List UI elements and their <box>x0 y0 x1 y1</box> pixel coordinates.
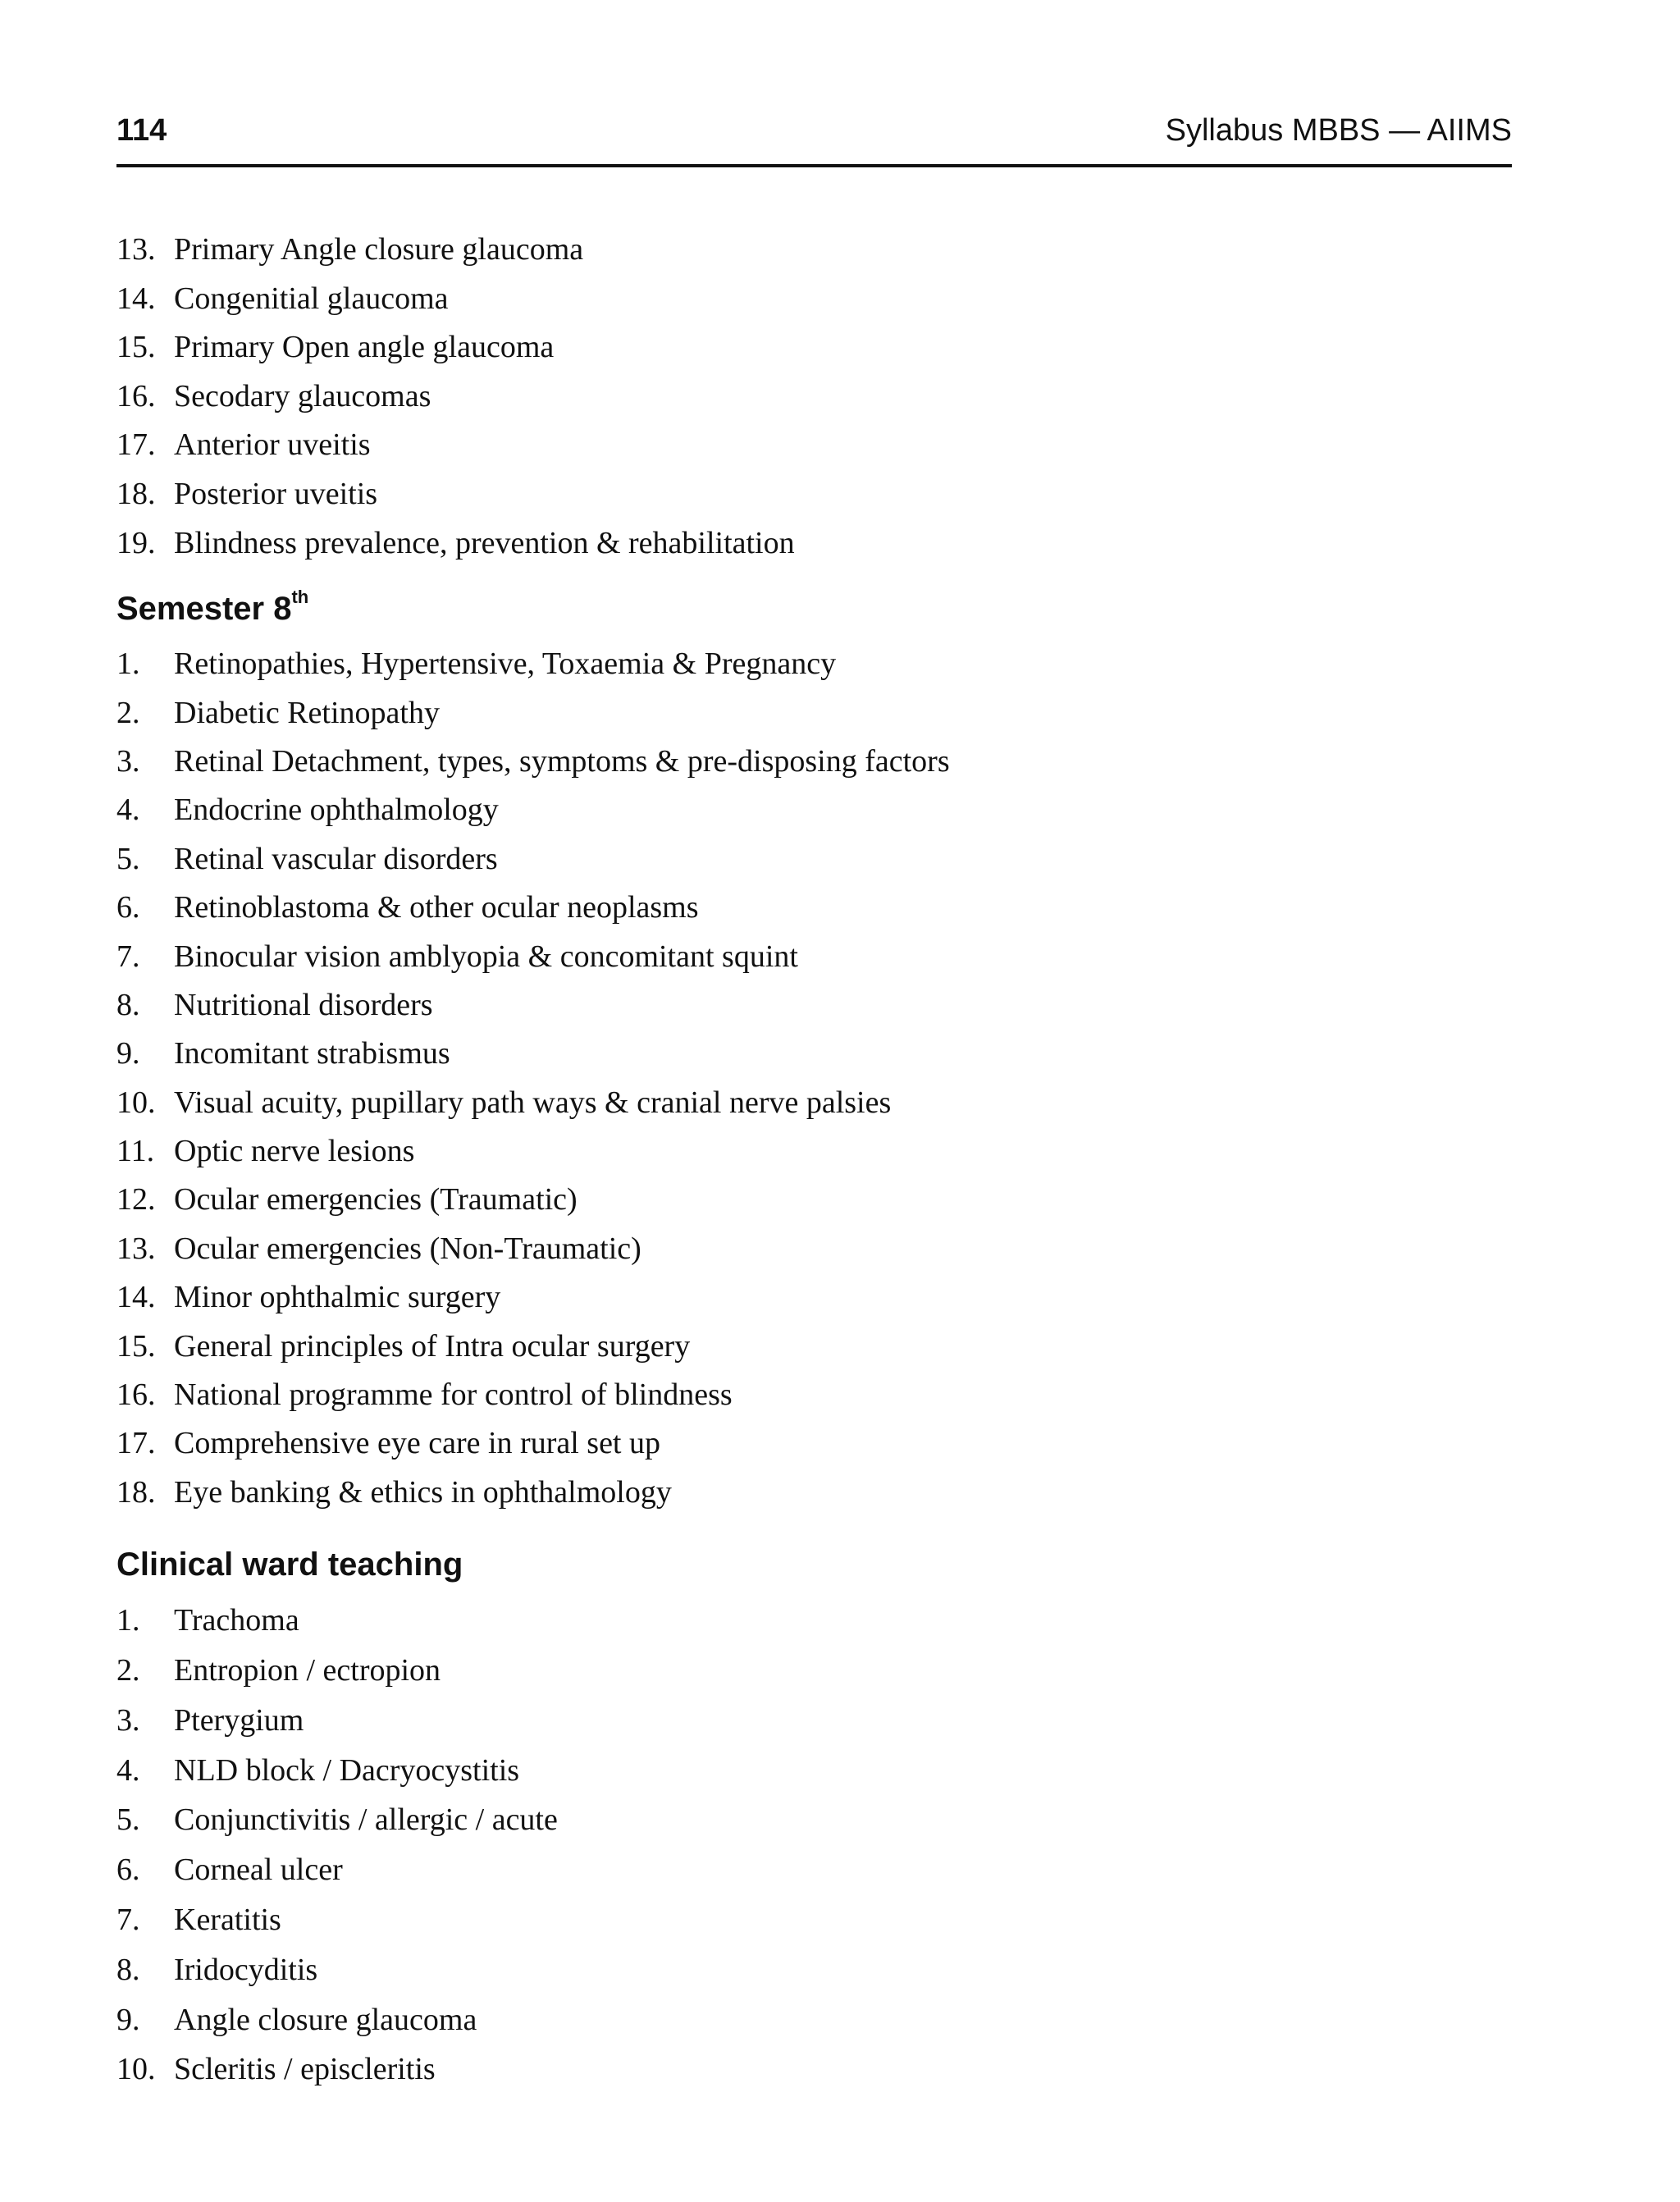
section-heading-semester <box>116 587 1512 628</box>
item-number: 17. <box>116 427 156 463</box>
item-number: 2. <box>116 1652 140 1688</box>
list-item <box>116 1746 1512 1796</box>
item-text: Binocular vision amblyopia & concomitant squint <box>174 939 798 974</box>
item-text: Nutritional disorders <box>174 987 433 1022</box>
item-number: 4. <box>116 1752 140 1788</box>
list-item <box>116 1696 1512 1746</box>
item-number: 19. <box>116 525 156 560</box>
list-item <box>116 372 1512 422</box>
item-number: 15. <box>116 330 156 365</box>
list-item <box>116 786 1512 834</box>
list-item <box>116 275 1512 324</box>
page-number: 114 <box>116 113 167 148</box>
item-text: Endocrine ophthalmology <box>174 793 499 828</box>
item-number: 9. <box>116 1036 140 1071</box>
list-item <box>116 1371 1512 1419</box>
list-item <box>116 1795 1512 1845</box>
list-item <box>116 1176 1512 1224</box>
list-item <box>116 933 1512 981</box>
list-item <box>116 689 1512 738</box>
section-heading-clinical: Clinical ward teaching <box>116 1546 463 1583</box>
item-text: Optic nerve lesions <box>174 1134 415 1169</box>
list-item <box>116 2044 1512 2095</box>
item-text: Secodary glaucomas <box>174 378 431 413</box>
item-number: 3. <box>116 1702 140 1738</box>
item-text: Congenitial glaucoma <box>174 281 449 316</box>
list-item <box>116 1030 1512 1078</box>
item-text: Retinal Detachment, types, symptoms & pre-disposing factors <box>174 743 950 779</box>
page-header <box>116 107 1512 167</box>
list-item <box>116 1273 1512 1322</box>
page-content <box>116 226 1512 2095</box>
item-number: 14. <box>116 281 156 316</box>
item-number: 6. <box>116 1853 140 1888</box>
list-item <box>116 1945 1512 1995</box>
item-number: 10. <box>116 2052 156 2087</box>
item-number: 17. <box>116 1426 156 1461</box>
list-item <box>116 1079 1512 1127</box>
list-item <box>116 1995 1512 2045</box>
list-item <box>116 1646 1512 1696</box>
item-number: 15. <box>116 1328 156 1364</box>
semester-heading-superscript: th <box>291 587 309 608</box>
item-text: Angle closure glaucoma <box>174 2002 477 2037</box>
continued-topic-list <box>116 226 1512 568</box>
list-item <box>116 470 1512 519</box>
item-text: Primary Open angle glaucoma <box>174 330 555 365</box>
list-item <box>116 981 1512 1030</box>
item-number: 18. <box>116 476 156 511</box>
item-number: 13. <box>116 1231 156 1266</box>
list-item <box>116 640 1512 688</box>
item-number: 9. <box>116 2002 140 2037</box>
item-number: 16. <box>116 1377 156 1413</box>
item-number: 11. <box>116 1134 155 1169</box>
item-text: Entropion / ectropion <box>174 1652 441 1688</box>
item-text: Primary Angle closure glaucoma <box>174 232 584 267</box>
item-text: Ocular emergencies (Non-Traumatic) <box>174 1231 641 1266</box>
item-text: Trachoma <box>174 1603 299 1638</box>
item-text: Anterior uveitis <box>174 427 371 463</box>
list-item <box>116 835 1512 884</box>
item-text: Incomitant strabismus <box>174 1036 450 1071</box>
item-number: 13. <box>116 232 156 267</box>
item-text: Retinopathies, Hypertensive, Toxaemia & Pregnancy <box>174 646 837 682</box>
item-text: Diabetic Retinopathy <box>174 695 440 730</box>
item-text: Iridocyditis <box>174 1952 318 1987</box>
list-item <box>116 1323 1512 1371</box>
item-number: 5. <box>116 841 140 876</box>
item-text: Conjunctivitis / allergic / acute <box>174 1802 558 1838</box>
semester-heading-text: Semester 8 <box>116 591 292 628</box>
item-text: Comprehensive eye care in rural set up <box>174 1426 660 1461</box>
semester-topic-list <box>116 640 1512 1517</box>
item-text: Minor ophthalmic surgery <box>174 1280 501 1315</box>
list-item <box>116 323 1512 372</box>
item-number: 10. <box>116 1085 156 1120</box>
item-text: Pterygium <box>174 1702 304 1738</box>
item-number: 16. <box>116 378 156 413</box>
list-item <box>116 1596 1512 1646</box>
item-number: 18. <box>116 1474 156 1510</box>
item-number: 7. <box>116 1902 140 1937</box>
item-number: 8. <box>116 987 140 1022</box>
item-text: NLD block / Dacryocystitis <box>174 1752 520 1788</box>
item-text: Eye banking & ethics in ophthalmology <box>174 1474 672 1510</box>
list-item <box>116 1845 1512 1895</box>
item-text: Retinoblastoma & other ocular neoplasms <box>174 890 699 925</box>
list-item <box>116 1469 1512 1517</box>
item-number: 1. <box>116 646 140 682</box>
item-text: Visual acuity, pupillary path ways & cranial nerve palsies <box>174 1085 892 1120</box>
list-item <box>116 1225 1512 1273</box>
clinical-topic-list <box>116 1596 1512 2095</box>
item-number: 2. <box>116 695 140 730</box>
item-number: 6. <box>116 890 140 925</box>
list-item <box>116 226 1512 275</box>
item-number: 1. <box>116 1603 140 1638</box>
item-text: Retinal vascular disorders <box>174 841 498 876</box>
item-text: Scleritis / episcleritis <box>174 2052 436 2087</box>
item-number: 12. <box>116 1182 156 1217</box>
list-item <box>116 421 1512 470</box>
item-number: 8. <box>116 1952 140 1987</box>
item-text: Ocular emergencies (Traumatic) <box>174 1182 578 1217</box>
item-text: General principles of Intra ocular surgery <box>174 1328 691 1364</box>
running-head: Syllabus MBBS — AIIMS <box>1165 113 1512 148</box>
item-number: 14. <box>116 1280 156 1315</box>
list-item <box>116 738 1512 786</box>
list-item <box>116 884 1512 932</box>
item-number: 4. <box>116 793 140 828</box>
list-item <box>116 1895 1512 1945</box>
item-number: 5. <box>116 1802 140 1838</box>
item-text: Corneal ulcer <box>174 1853 343 1888</box>
item-text: Posterior uveitis <box>174 476 378 511</box>
item-text: Blindness prevalence, prevention & rehabilitation <box>174 525 795 560</box>
item-number: 3. <box>116 743 140 779</box>
list-item <box>116 1127 1512 1176</box>
item-number: 7. <box>116 939 140 974</box>
item-text: National programme for control of blindness <box>174 1377 733 1413</box>
list-item <box>116 519 1512 569</box>
item-text: Keratitis <box>174 1902 281 1937</box>
list-item <box>116 1419 1512 1468</box>
